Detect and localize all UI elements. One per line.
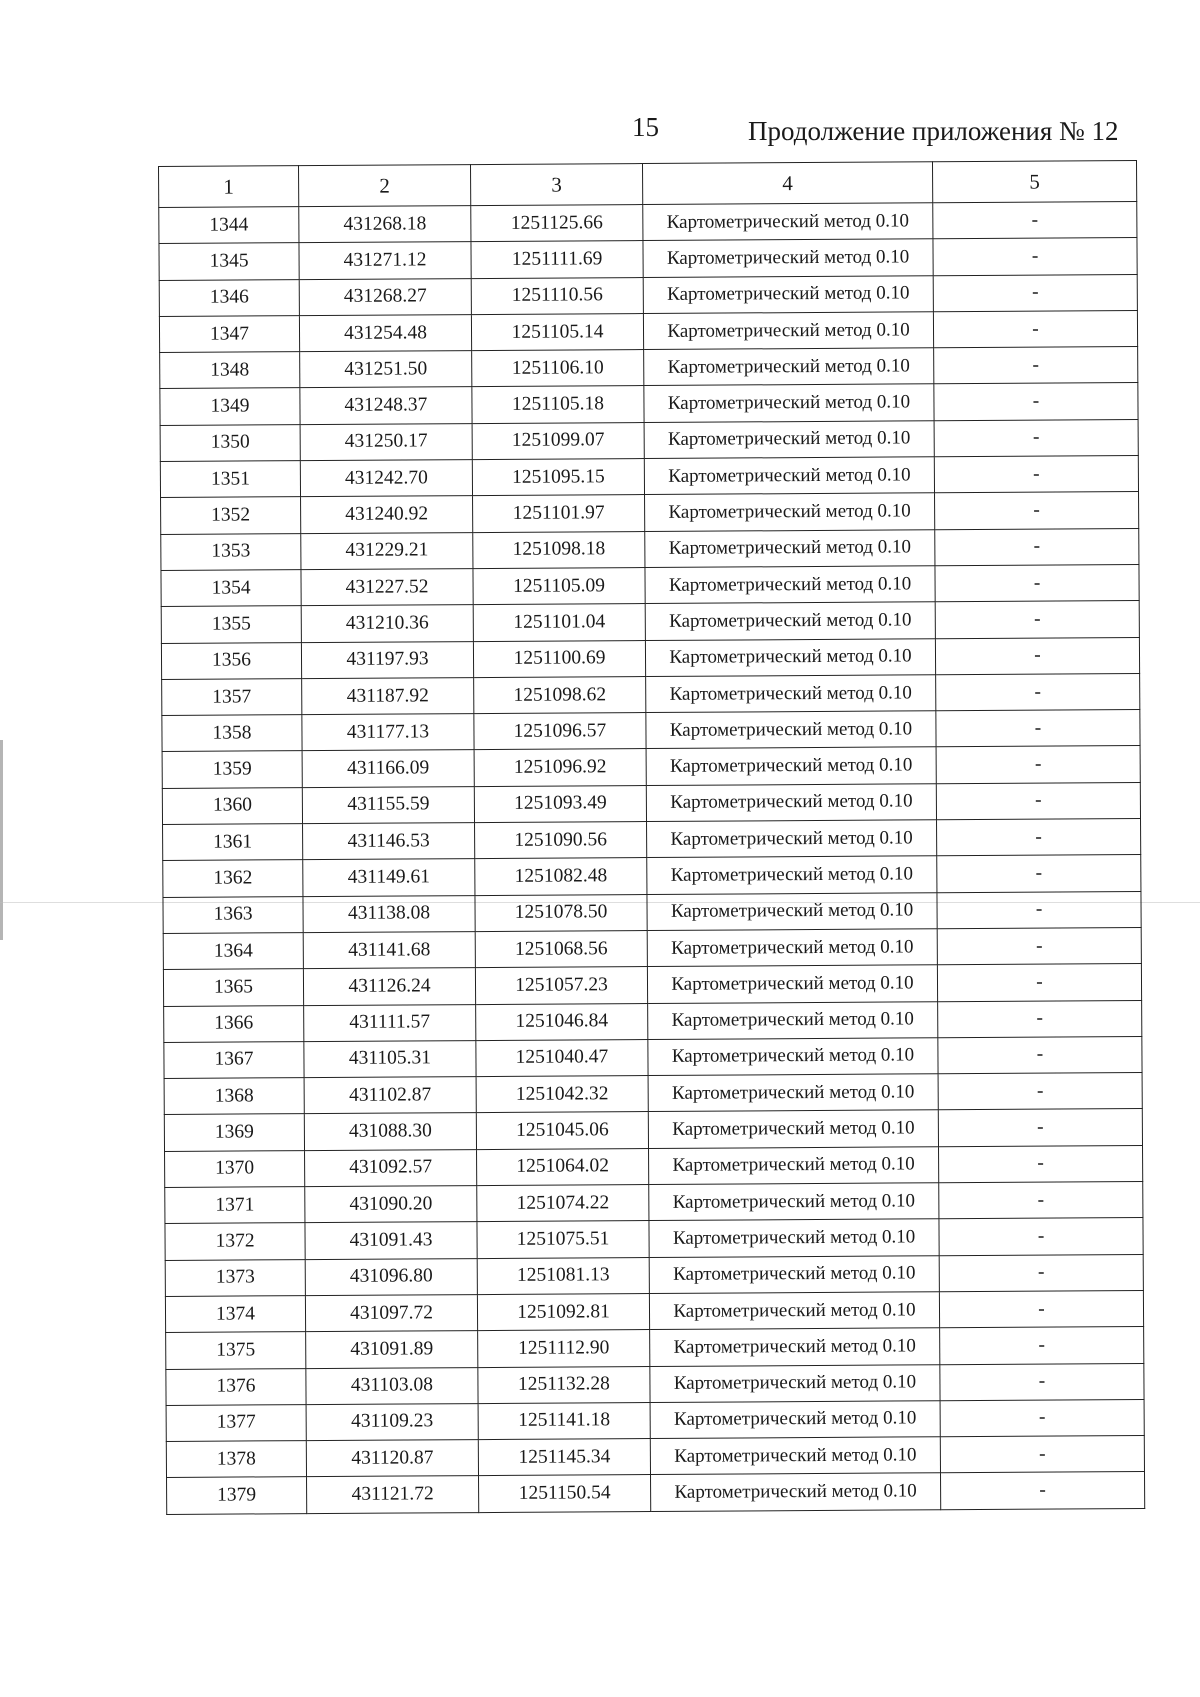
method-cell: Картометрический метод 0.10 — [648, 1110, 938, 1148]
point-number-cell: 1374 — [165, 1296, 305, 1333]
table-row — [159, 202, 1137, 244]
x-coordinate-cell: 431210.36 — [301, 605, 473, 642]
x-coordinate-cell: 431250.17 — [300, 423, 472, 460]
method-cell: Картометрический метод 0.10 — [647, 892, 937, 930]
table-row — [164, 1073, 1142, 1115]
table-row — [166, 1436, 1144, 1478]
y-coordinate-cell: 1251046.84 — [476, 1003, 648, 1040]
method-cell: Картометрический метод 0.10 — [644, 348, 934, 386]
x-coordinate-cell: 431103.08 — [306, 1367, 478, 1404]
column-header: 3 — [470, 164, 642, 206]
y-coordinate-cell: 1251095.15 — [472, 459, 644, 496]
note-cell: - — [934, 347, 1138, 385]
note-cell: - — [940, 1472, 1144, 1510]
table-row — [162, 710, 1140, 752]
x-coordinate-cell: 431146.53 — [303, 823, 475, 860]
table-row — [163, 927, 1141, 969]
point-number-cell: 1354 — [161, 570, 301, 607]
x-coordinate-cell: 431138.08 — [303, 895, 475, 932]
x-coordinate-cell: 431102.87 — [304, 1077, 476, 1114]
x-coordinate-cell: 431240.92 — [301, 496, 473, 533]
note-cell: - — [934, 383, 1138, 421]
x-coordinate-cell: 431091.89 — [306, 1331, 478, 1368]
note-cell: - — [934, 456, 1138, 494]
x-coordinate-cell: 431096.80 — [305, 1258, 477, 1295]
y-coordinate-cell: 1251106.10 — [472, 350, 644, 387]
y-coordinate-cell: 1251098.62 — [474, 676, 646, 713]
point-number-cell: 1353 — [161, 533, 301, 570]
point-number-cell: 1373 — [165, 1259, 305, 1296]
note-cell: - — [939, 1218, 1143, 1256]
y-coordinate-cell: 1251098.18 — [473, 531, 645, 568]
table-row — [164, 1036, 1142, 1078]
note-cell: - — [937, 819, 1141, 857]
point-number-cell: 1370 — [165, 1150, 305, 1187]
x-coordinate-cell: 431111.57 — [304, 1004, 476, 1041]
y-coordinate-cell: 1251101.04 — [473, 604, 645, 641]
x-coordinate-cell: 431109.23 — [306, 1403, 478, 1440]
y-coordinate-cell: 1251064.02 — [477, 1148, 649, 1185]
x-coordinate-cell: 431251.50 — [300, 351, 472, 388]
method-cell: Картометрический метод 0.10 — [643, 239, 933, 277]
x-coordinate-cell: 431091.43 — [305, 1222, 477, 1259]
x-coordinate-cell: 431121.72 — [307, 1476, 479, 1513]
note-cell: - — [939, 1182, 1143, 1220]
table-row — [159, 310, 1137, 352]
table-row — [162, 782, 1140, 824]
point-number-cell: 1376 — [166, 1368, 306, 1405]
method-cell: Картометрический метод 0.10 — [650, 1401, 940, 1439]
note-cell: - — [933, 202, 1137, 240]
y-coordinate-cell: 1251111.69 — [471, 241, 643, 278]
y-coordinate-cell: 1251075.51 — [477, 1221, 649, 1258]
x-coordinate-cell: 431268.18 — [299, 206, 471, 243]
y-coordinate-cell: 1251040.47 — [476, 1039, 648, 1076]
coordinates-table — [158, 160, 1145, 1515]
x-coordinate-cell: 431187.92 — [302, 677, 474, 714]
table-row — [161, 492, 1139, 534]
point-number-cell: 1358 — [162, 715, 302, 752]
appendix-title: Продолжение приложения № 12 — [748, 116, 1119, 146]
note-cell: - — [935, 492, 1139, 530]
point-number-cell: 1377 — [166, 1404, 306, 1441]
note-cell: - — [939, 1290, 1143, 1328]
note-cell: - — [935, 528, 1139, 566]
y-coordinate-cell: 1251057.23 — [475, 967, 647, 1004]
table-row — [165, 1290, 1143, 1332]
note-cell: - — [935, 637, 1139, 675]
method-cell: Картометрический метод 0.10 — [645, 493, 935, 531]
table-row — [159, 238, 1137, 280]
method-cell: Картометрический метод 0.10 — [650, 1328, 940, 1366]
table-row — [164, 1000, 1142, 1042]
table-row — [164, 1109, 1142, 1151]
y-coordinate-cell: 1251078.50 — [475, 894, 647, 931]
method-cell: Картометрический метод 0.10 — [645, 602, 935, 640]
method-cell: Картометрический метод 0.10 — [648, 1001, 938, 1039]
method-cell: Картометрический метод 0.10 — [649, 1183, 939, 1221]
table-row — [161, 637, 1139, 679]
x-coordinate-cell: 431120.87 — [306, 1440, 478, 1477]
y-coordinate-cell: 1251145.34 — [478, 1439, 650, 1476]
x-coordinate-cell: 431248.37 — [300, 387, 472, 424]
method-cell: Картометрический метод 0.10 — [644, 457, 934, 495]
column-header: 5 — [932, 161, 1136, 203]
table-row — [165, 1145, 1143, 1187]
point-number-cell: 1369 — [164, 1114, 304, 1151]
method-cell: Картометрический метод 0.10 — [644, 384, 934, 422]
point-number-cell: 1361 — [163, 824, 303, 861]
table-row — [162, 673, 1140, 715]
method-cell: Картометрический метод 0.10 — [647, 820, 937, 858]
column-header: 1 — [159, 166, 299, 208]
method-cell: Картометрический метод 0.10 — [645, 638, 935, 676]
note-cell: - — [939, 1145, 1143, 1183]
note-cell: - — [935, 601, 1139, 639]
point-number-cell: 1366 — [164, 1005, 304, 1042]
point-number-cell: 1368 — [164, 1078, 304, 1115]
scan-edge-mark — [0, 740, 3, 940]
method-cell: Картометрический метод 0.10 — [646, 747, 936, 785]
point-number-cell: 1367 — [164, 1041, 304, 1078]
x-coordinate-cell: 431271.12 — [299, 242, 471, 279]
table-row — [161, 564, 1139, 606]
point-number-cell: 1355 — [161, 606, 301, 643]
method-cell: Картометрический метод 0.10 — [646, 784, 936, 822]
y-coordinate-cell: 1251096.92 — [474, 749, 646, 786]
y-coordinate-cell: 1251068.56 — [475, 930, 647, 967]
y-coordinate-cell: 1251074.22 — [477, 1185, 649, 1222]
point-number-cell: 1345 — [159, 243, 299, 280]
note-cell: - — [938, 1073, 1142, 1111]
note-cell: - — [938, 1109, 1142, 1147]
x-coordinate-cell: 431155.59 — [302, 786, 474, 823]
point-number-cell: 1356 — [161, 642, 301, 679]
method-cell: Картометрический метод 0.10 — [649, 1292, 939, 1330]
x-coordinate-cell: 431088.30 — [304, 1113, 476, 1150]
column-header: 2 — [299, 165, 471, 207]
table-row — [163, 819, 1141, 861]
method-cell: Картометрический метод 0.10 — [647, 929, 937, 967]
note-cell: - — [937, 964, 1141, 1002]
table-row — [166, 1327, 1144, 1369]
x-coordinate-cell: 431097.72 — [305, 1294, 477, 1331]
table-row — [165, 1218, 1143, 1260]
y-coordinate-cell: 1251082.48 — [475, 858, 647, 895]
y-coordinate-cell: 1251105.09 — [473, 568, 645, 605]
y-coordinate-cell: 1251105.14 — [471, 313, 643, 350]
x-coordinate-cell: 431166.09 — [302, 750, 474, 787]
note-cell: - — [940, 1436, 1144, 1474]
table-row — [163, 964, 1141, 1006]
point-number-cell: 1364 — [163, 933, 303, 970]
point-number-cell: 1378 — [166, 1441, 306, 1478]
note-cell: - — [940, 1363, 1144, 1401]
note-cell: - — [933, 238, 1137, 276]
method-cell: Картометрический метод 0.10 — [650, 1437, 940, 1475]
y-coordinate-cell: 1251105.18 — [472, 386, 644, 423]
point-number-cell: 1347 — [159, 316, 299, 353]
table-row — [161, 528, 1139, 570]
point-number-cell: 1349 — [160, 388, 300, 425]
y-coordinate-cell: 1251110.56 — [471, 277, 643, 314]
method-cell: Картометрический метод 0.10 — [649, 1219, 939, 1257]
method-cell: Картометрический метод 0.10 — [645, 529, 935, 567]
table-row — [162, 746, 1140, 788]
y-coordinate-cell: 1251100.69 — [473, 640, 645, 677]
y-coordinate-cell: 1251093.49 — [474, 785, 646, 822]
note-cell: - — [938, 1036, 1142, 1074]
table-row — [160, 419, 1138, 461]
method-cell: Картометрический метод 0.10 — [646, 711, 936, 749]
table-row — [161, 601, 1139, 643]
method-cell: Картометрический метод 0.10 — [650, 1364, 940, 1402]
table-row — [165, 1182, 1143, 1224]
point-number-cell: 1360 — [162, 787, 302, 824]
x-coordinate-cell: 431229.21 — [301, 532, 473, 569]
note-cell: - — [939, 1254, 1143, 1292]
method-cell: Картометрический метод 0.10 — [648, 1038, 938, 1076]
point-number-cell: 1351 — [160, 461, 300, 498]
x-coordinate-cell: 431268.27 — [299, 278, 471, 315]
point-number-cell: 1344 — [159, 207, 299, 244]
note-cell: - — [934, 419, 1138, 457]
x-coordinate-cell: 431092.57 — [305, 1149, 477, 1186]
method-cell: Картометрический метод 0.10 — [649, 1146, 939, 1184]
y-coordinate-cell: 1251132.28 — [478, 1366, 650, 1403]
x-coordinate-cell: 431105.31 — [304, 1040, 476, 1077]
y-coordinate-cell: 1251090.56 — [475, 822, 647, 859]
point-number-cell: 1379 — [167, 1477, 307, 1514]
note-cell: - — [936, 782, 1140, 820]
method-cell: Картометрический метод 0.10 — [645, 566, 935, 604]
note-cell: - — [936, 746, 1140, 784]
page-number: 15 — [632, 112, 659, 142]
x-coordinate-cell: 431090.20 — [305, 1186, 477, 1223]
x-coordinate-cell: 431126.24 — [303, 968, 475, 1005]
table-row — [166, 1363, 1144, 1405]
note-cell: - — [936, 710, 1140, 748]
x-coordinate-cell: 431242.70 — [300, 460, 472, 497]
y-coordinate-cell: 1251042.32 — [476, 1076, 648, 1113]
table-row — [165, 1254, 1143, 1296]
note-cell: - — [937, 927, 1141, 965]
note-cell: - — [937, 891, 1141, 929]
method-cell: Картометрический метод 0.10 — [643, 312, 933, 350]
note-cell: - — [940, 1399, 1144, 1437]
note-cell: - — [935, 564, 1139, 602]
table-row — [167, 1472, 1145, 1514]
method-cell: Картометрический метод 0.10 — [647, 856, 937, 894]
y-coordinate-cell: 1251081.13 — [477, 1257, 649, 1294]
point-number-cell: 1348 — [160, 352, 300, 389]
table-row — [163, 855, 1141, 897]
table-row — [160, 456, 1138, 498]
y-coordinate-cell: 1251099.07 — [472, 422, 644, 459]
point-number-cell: 1362 — [163, 860, 303, 897]
point-number-cell: 1357 — [162, 678, 302, 715]
point-number-cell: 1359 — [162, 751, 302, 788]
table-row — [163, 891, 1141, 933]
y-coordinate-cell: 1251125.66 — [471, 205, 643, 242]
y-coordinate-cell: 1251045.06 — [476, 1112, 648, 1149]
x-coordinate-cell: 431177.13 — [302, 714, 474, 751]
point-number-cell: 1371 — [165, 1187, 305, 1224]
table-row — [166, 1399, 1144, 1441]
method-cell: Картометрический метод 0.10 — [647, 965, 937, 1003]
note-cell: - — [937, 855, 1141, 893]
point-number-cell: 1365 — [163, 969, 303, 1006]
point-number-cell: 1372 — [165, 1223, 305, 1260]
x-coordinate-cell: 431254.48 — [299, 314, 471, 351]
y-coordinate-cell: 1251112.90 — [478, 1330, 650, 1367]
x-coordinate-cell: 431141.68 — [303, 932, 475, 969]
x-coordinate-cell: 431149.61 — [303, 859, 475, 896]
point-number-cell: 1375 — [166, 1332, 306, 1369]
table-row — [159, 274, 1137, 316]
column-header: 4 — [642, 162, 932, 205]
note-cell: - — [938, 1000, 1142, 1038]
point-number-cell: 1350 — [160, 424, 300, 461]
point-number-cell: 1352 — [161, 497, 301, 534]
y-coordinate-cell: 1251141.18 — [478, 1402, 650, 1439]
point-number-cell: 1363 — [163, 896, 303, 933]
y-coordinate-cell: 1251101.97 — [473, 495, 645, 532]
note-cell: - — [933, 310, 1137, 348]
method-cell: Картометрический метод 0.10 — [643, 203, 933, 241]
point-number-cell: 1346 — [159, 279, 299, 316]
note-cell: - — [933, 274, 1137, 312]
method-cell: Картометрический метод 0.10 — [644, 421, 934, 459]
method-cell: Картометрический метод 0.10 — [649, 1255, 939, 1293]
method-cell: Картометрический метод 0.10 — [651, 1473, 941, 1511]
note-cell: - — [936, 673, 1140, 711]
table-row — [160, 347, 1138, 389]
table-body — [159, 202, 1145, 1515]
y-coordinate-cell: 1251096.57 — [474, 713, 646, 750]
y-coordinate-cell: 1251150.54 — [479, 1475, 651, 1512]
x-coordinate-cell: 431227.52 — [301, 569, 473, 606]
table-row — [160, 383, 1138, 425]
x-coordinate-cell: 431197.93 — [301, 641, 473, 678]
note-cell: - — [940, 1327, 1144, 1365]
method-cell: Картометрический метод 0.10 — [648, 1074, 938, 1112]
method-cell: Картометрический метод 0.10 — [646, 675, 936, 713]
y-coordinate-cell: 1251092.81 — [477, 1293, 649, 1330]
table-header-row — [159, 161, 1137, 208]
method-cell: Картометрический метод 0.10 — [643, 275, 933, 313]
